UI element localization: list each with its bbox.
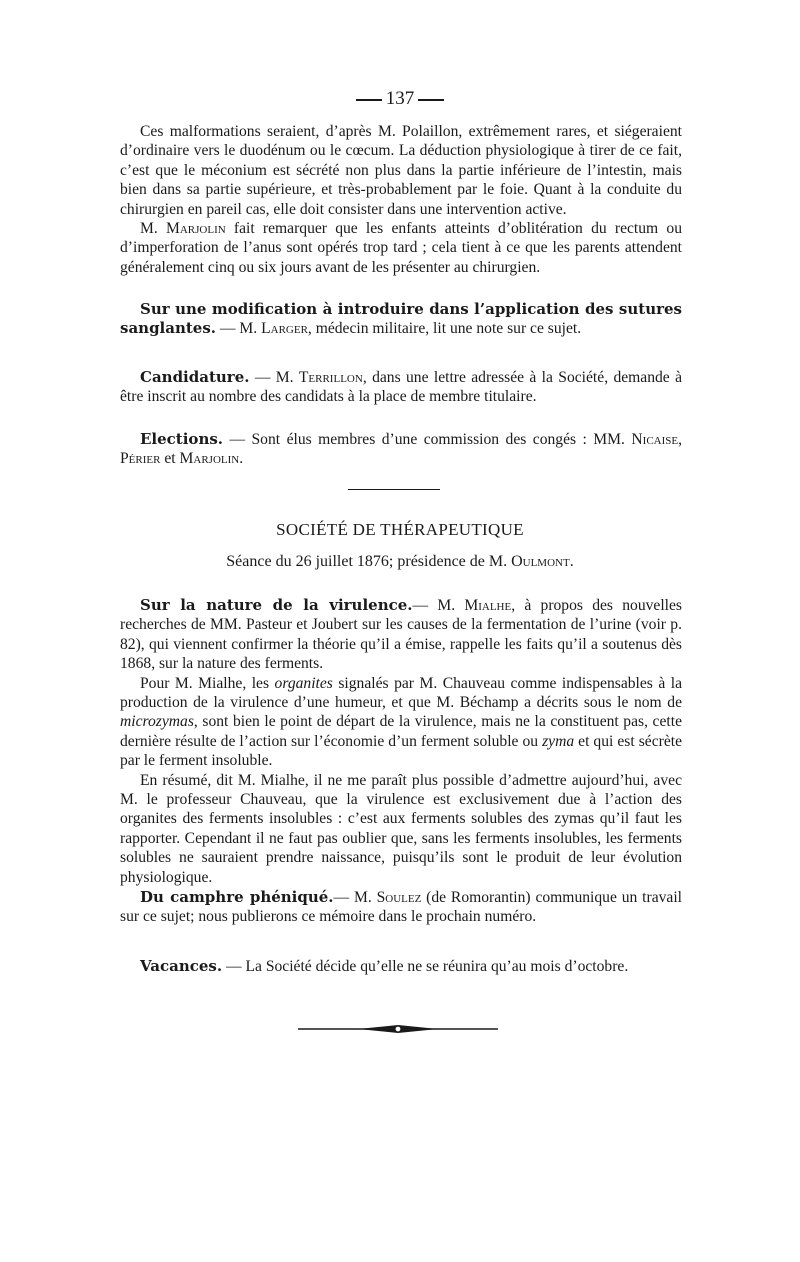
paragraph-text: — M. xyxy=(216,320,262,338)
president-name: Oulmont xyxy=(511,553,570,570)
chirurgie-block xyxy=(120,122,682,277)
vacances-block xyxy=(120,957,682,976)
ornament-circle xyxy=(395,1026,401,1032)
italic-term: organites xyxy=(274,674,333,692)
paragraph-text: — M. xyxy=(412,597,465,614)
paragraph-text: — M. xyxy=(249,369,299,386)
society-title: SOCIÉTÉ DE THÉRAPEUTIQUE xyxy=(276,520,524,539)
speaker-name: Larger xyxy=(261,320,308,338)
paragraph-candidature xyxy=(120,368,682,407)
end-ornament-rule xyxy=(298,1022,498,1036)
paragraph-text: , sont bien le point de départ de la virulence, mais ne la constituent pas, cette dernière résulte de l’action sur l’économie d’un ferment soluble ou xyxy=(120,713,682,750)
paragraph-text: , à propos des nouvelles recherches de MM. Pasteur et Joubert sur les causes de la fermentation de l’urine (voir p. 82), qui viennent confirmer la théorie qu’il a émise, rappelle les faits qu’il a soutenus dès 1868, sur la nature des ferments. xyxy=(120,597,683,673)
paragraph-resume: En résumé, dit M. Mialhe, il ne me paraît plus possible d’admettre aujourd’hui, avec M. le professeur Chauveau, que la virulence est exclusivement due à l’action des organites des ferments insolubles : c’est aux ferments solubles des zymas qu’il faut les rapporter. Cependant il ne faut pas oublier que, sans les ferments insolubles, les ferments solubles ne sauraient prendre naissance, puisqu’ils sont le produit de leur évolution physiologique. xyxy=(120,771,682,886)
folio-dash-left xyxy=(356,99,382,101)
paragraph-text: et xyxy=(160,450,180,468)
section-heading: Candidature. xyxy=(140,368,250,386)
page-number xyxy=(0,88,800,110)
paragraph-text: — M. xyxy=(333,889,377,906)
paragraph-text: signalés par M. Chauveau comme indispensables à la production de la virulence d’une humeur, et que M. Béchamp a décrits sous le nom de xyxy=(120,674,682,712)
paragraph-text: , dans une lettre adressée à la Société, demande à être inscrit au nombre des candidats à la place de membre titulaire. xyxy=(120,369,682,406)
paragraph-text: — Sont élus membres d’une commission des congés : MM. xyxy=(223,431,632,448)
folio-dash-right xyxy=(418,99,444,101)
section-heading: Du camphre phéniqué. xyxy=(140,888,334,906)
paragraph-text: (de Romorantin) communique un travail sur ce sujet; nous publierons ce mémoire dans le prochain numéro. xyxy=(120,889,683,926)
paragraph-camphre xyxy=(120,888,682,927)
sutures-block xyxy=(120,300,682,339)
member-names: Marjolin xyxy=(179,450,240,468)
paragraph-organites xyxy=(120,674,682,771)
virulence-block xyxy=(120,596,682,887)
speaker-name: Soulez xyxy=(376,889,422,906)
section-heading: Sur une modification à introduire dans l’application des sutures sanglantes. xyxy=(120,300,682,338)
section-heading: Sur la nature de la virulence. xyxy=(140,596,413,614)
seance-line xyxy=(0,553,800,571)
camphre-block xyxy=(120,888,682,927)
paragraph-vacances xyxy=(120,957,682,976)
paragraph-text: et qui est sécrète par le ferment insoluble. xyxy=(120,732,682,770)
member-names: Nicaise, Périer xyxy=(120,431,682,468)
section-heading: Elections. xyxy=(140,430,224,448)
paragraph-text: Pour M. Mialhe, les xyxy=(140,674,275,692)
candidature-block xyxy=(120,368,682,407)
seance-text: Séance du 26 juillet 1876; présidence de M. xyxy=(226,553,512,570)
paragraph-elections xyxy=(120,430,682,469)
page-number-text: 137 xyxy=(385,88,415,109)
paragraph-marjolin xyxy=(120,219,682,277)
paragraph-text: , médecin militaire, lit une note sur ce sujet. xyxy=(307,320,582,338)
speaker-name: M. Marjolin xyxy=(140,220,226,238)
section-divider xyxy=(348,489,440,490)
italic-term: zyma xyxy=(542,732,575,750)
elections-block xyxy=(120,430,682,469)
seance-end: . xyxy=(569,553,574,570)
speaker-name: Mialhe xyxy=(464,597,512,614)
italic-term: microzymas xyxy=(120,713,194,731)
section-heading: Vacances. xyxy=(140,957,223,975)
paragraph-virulence xyxy=(120,596,682,674)
paragraph-text: fait remarquer que les enfants atteints d’oblitération du rectum ou d’imperforation de l’anus sont opérés trop tard ; cela tient à ce que les parents attendent généralement cinq ou six jours avant de les présenter au chirurgien. xyxy=(120,220,683,276)
speaker-name: Terrillon xyxy=(298,369,363,386)
paragraph-malformations: Ces malformations seraient, d’après M. Polaillon, extrêmement rares, et siégeraient d’ordinaire vers le duodénum ou le cœcum. La déduction physiologique à tirer de ce fait, c’est que le méconium est sécrété non plus dans la partie inférieure de l’intestin, mais bien dans sa partie supérieure, et très-probablement par le foie. Quant à la conduite du chirurgien en pareil cas, elle doit consister dans une intervention active. xyxy=(120,123,682,218)
paragraph-text: — La Société décide qu’elle ne se réunira qu’au mois d’octobre. xyxy=(222,958,629,975)
paragraph-text: . xyxy=(239,450,244,468)
paragraph-sutures xyxy=(120,300,682,339)
